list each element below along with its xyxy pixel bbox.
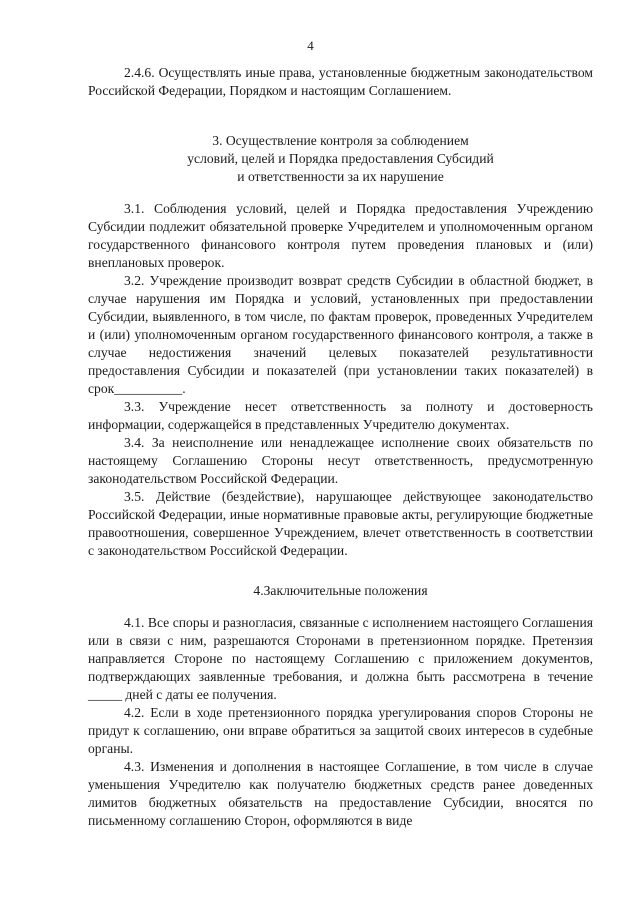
spacer (88, 560, 593, 582)
paragraph-3-1: 3.1. Соблюдения условий, целей и Порядка предоставления Учреждению Субсидии подлежит обязательной проверке Учредителем и уполномоченным органом государственного финансового контроля путем проведения плановых и (или) внеплановых проверок. (88, 201, 593, 270)
section-3-title-line-3: и ответственности за их нарушение (237, 169, 444, 184)
paragraph-3-2: 3.2. Учреждение производит возврат средств Субсидии в областной бюджет, в случае нарушения им Порядка и условий, установленных при предоставлении Субсидии, выявленного, в том числе, по фактам проверок, проведенных Учредителем и (или) уполномоченным органом государственного финансового контроля, а также в случае недостижения значений целевых показателей результативности предоставления Субсидии и показателей (при установлении таких показателей) в срок__________. (88, 273, 593, 396)
paragraph-4-3: 4.3. Изменения и дополнения в настоящее Соглашение, в том числе в случае уменьшения Учредителю как получателю бюджетных средств ранее доведенных лимитов бюджетных обязательств на предоставление Субсидии, вносятся по письменному соглашению Сторон, оформляются в виде (88, 759, 593, 828)
paragraph-4-2: 4.2. Если в ходе претензионного порядка урегулирования споров Стороны не придут к соглашению, они вправе обратиться за защитой своих интересов в судебные органы. (88, 705, 593, 756)
section-3-title-line-2: условий, целей и Порядка предоставления Субсидий (187, 151, 494, 166)
paragraph-3-5: 3.5. Действие (бездействие), нарушающее действующее законодательство Российской Федерации, иные нормативные правовые акты, регулирующие бюджетные правоотношения, совершенное Учреждением, влечет ответственность в соответствии с законодательством Российской Федерации. (88, 489, 593, 558)
paragraph-4-1: 4.1. Все споры и разногласия, связанные с исполнением настоящего Соглашения или в связи с ним, разрешаются Сторонами в претензионном порядке. Претензия направляется Стороне по настоящему Соглашению с приложением документов, подтверждающих заявленные требования, и должна быть рассмотрена в течение _____ дней с даты ее получения. (88, 615, 593, 702)
paragraph-2-4-6: 2.4.6. Осуществлять иные права, установленные бюджетным законодательством Российской Федерации, Порядком и настоящим Соглашением. (88, 65, 593, 98)
paragraph-3-4: 3.4. За неисполнение или ненадлежащее исполнение своих обязательств по настоящему Соглашению Стороны несут ответственность, предусмотренную законодательством Российской Федерации. (88, 435, 593, 486)
paragraph-3-3: 3.3. Учреждение несет ответственность за полноту и достоверность информации, содержащейся в представленных Учредителю документах. (88, 399, 593, 432)
spacer (88, 100, 593, 132)
section-3-title-line-1: 3. Осуществление контроля за соблюдением (212, 133, 469, 148)
section-4-title: 4.Заключительные положения (253, 583, 428, 598)
spacer (88, 186, 593, 200)
page-number: 4 (307, 38, 314, 53)
section-3-heading (88, 132, 593, 186)
spacer (88, 600, 593, 614)
